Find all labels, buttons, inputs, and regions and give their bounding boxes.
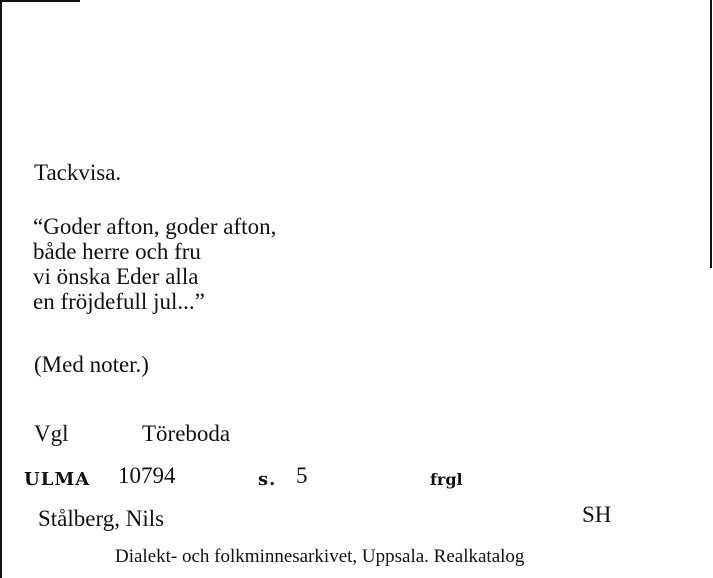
verse-line: en fröjdefull jul...”: [33, 289, 205, 314]
recorder-initials: SH: [582, 502, 612, 527]
verse-line: “Goder afton, goder afton,: [33, 214, 277, 239]
archive-label: ULMA: [24, 469, 91, 490]
record-number: 10794: [118, 463, 176, 488]
verse-line: både herre och fru: [33, 239, 201, 264]
verse-line: vi önska Eder alla: [33, 264, 199, 289]
page-number: 5: [296, 463, 308, 488]
region-code: Vgl: [34, 421, 69, 446]
archive-footer: Dialekt- och folkminnesarkivet, Uppsala. Realkatalog: [115, 546, 525, 567]
card-border-right: [710, 0, 712, 268]
place-name: Töreboda: [142, 421, 231, 446]
card-border-top: [0, 0, 80, 2]
verse-block: [33, 214, 276, 314]
category-code: frgl: [430, 470, 463, 489]
card-title: Tackvisa.: [34, 160, 122, 185]
informant-name: Stålberg, Nils: [38, 506, 165, 531]
card-border-left: [0, 0, 2, 578]
page-label: s.: [258, 469, 277, 490]
notes-text: (Med noter.): [34, 352, 149, 377]
